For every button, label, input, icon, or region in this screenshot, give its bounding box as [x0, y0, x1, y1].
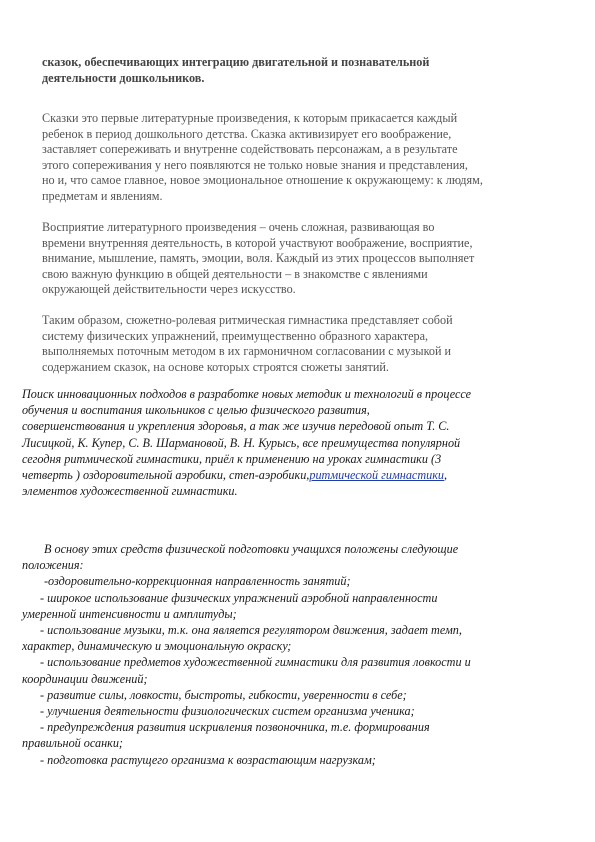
text-line: времени внутренняя деятельность, в которой участвуют воображение, восприятие,: [42, 235, 473, 250]
text-line: внимание, мышление, память, эмоции, воля. Каждый из этих процессов выполняет: [42, 251, 475, 266]
text-line: свою важную функцию в общей деятельности – в знакомстве с явлениями: [42, 266, 428, 281]
rhythmic-gymnastics-link[interactable]: ритмической гимнастики: [309, 468, 445, 483]
paragraph-intro: [42, 55, 562, 86]
text-line: Поиск инновационных подходов в разработке новых методик и технологий в процессе: [22, 387, 472, 401]
list-item: - предупреждения развития искривления позвоночника, т.е. формирования: [40, 720, 430, 735]
text-line: сегодня ритмической гимнастики, приёл к применению на уроках гимнастики (3: [22, 451, 442, 466]
list-item: - подготовка растущего организма к возрастающим нагрузкам;: [40, 752, 376, 767]
text-line: совершенствования и укрепления здоровья, а так же изучив передовой опыт Т. С.: [22, 419, 450, 434]
text-line: Лисицкой, К. Купер, С. В. Шармановой, В. Н. Курысь, все преимущества популярной: [22, 435, 461, 450]
text-line: содержанием сказок, на основе которых строятся сюжеты занятий.: [42, 359, 389, 374]
text-line-with-link: [22, 467, 567, 483]
text-line: положения:: [22, 558, 84, 573]
list-item-continuation: характер, динамическую и эмоциональную окраску;: [22, 639, 292, 654]
paragraph-innovation: [22, 386, 567, 499]
list-item: -оздоровительно-коррекционная направленность занятий;: [44, 574, 351, 589]
paragraph-perception: [42, 220, 562, 298]
text-line: Сказки это первые литературные произведения, к которым прикасается каждый: [42, 111, 458, 125]
text-line: но и, что самое главное, новое эмоциональное отношение к окружающему: к людям,: [42, 173, 483, 188]
list-item: - использование предметов художественной гимнастики для развития ловкости и: [40, 655, 471, 670]
text-line: систему физических упражнений, преимущественно образного характера,: [42, 328, 429, 343]
text-segment: ,: [444, 468, 448, 483]
text-segment: четверть ) оздоровительной аэробики, степ-аэробики,: [22, 468, 310, 483]
list-item: - улучшения деятельности физиологических систем организма ученика;: [40, 704, 415, 719]
text-line: Таким образом, сюжетно-ролевая ритмическая гимнастика представляет собой: [42, 313, 453, 327]
text-line: элементов художественной гимнастики.: [22, 484, 238, 499]
paragraph-fairy-tales: [42, 111, 562, 205]
list-item-continuation: умеренной интенсивности и амплитуды;: [22, 606, 237, 621]
paragraph-principles: [22, 541, 567, 768]
list-item: - широкое использование физических упражнений аэробной направленности: [40, 590, 438, 605]
text-line: выполняемых поточным методом в их гармоничном согласовании с музыкой и: [42, 344, 452, 359]
text-line: деятельности дошкольников.: [42, 70, 205, 85]
text-line: сказок, обеспечивающих интеграцию двигательной и познавательной: [42, 55, 430, 69]
list-item: - развитие силы, ловкости, быстроты, гибкости, уверенности в себе;: [40, 687, 407, 702]
paragraph-conclusion: [42, 313, 562, 375]
text-line: предметам и явлениям.: [42, 188, 163, 203]
text-line: обучения и воспитания школьников с целью физического развития,: [22, 403, 370, 418]
text-line: В основу этих средств физической подготовки учащихся положены следующие: [44, 542, 459, 556]
text-line: заставляет сопереживать и внутренне содействовать персонажам, а в результате: [42, 142, 458, 157]
text-line: Восприятие литературного произведения – очень сложная, развивающая во: [42, 220, 435, 234]
text-line: ребенок в период дошкольного детства. Сказка активизирует его воображение,: [42, 126, 452, 141]
text-line: этого сопереживания у него появляются не только новые знания и представления,: [42, 157, 468, 172]
list-item-continuation: правильной осанки;: [22, 736, 123, 751]
list-item: - использование музыки, т.к. она является регулятором движения, задает темп,: [40, 623, 462, 638]
text-line: окружающей действительности через искусство.: [42, 282, 296, 297]
list-item-continuation: координации движений;: [22, 671, 148, 686]
